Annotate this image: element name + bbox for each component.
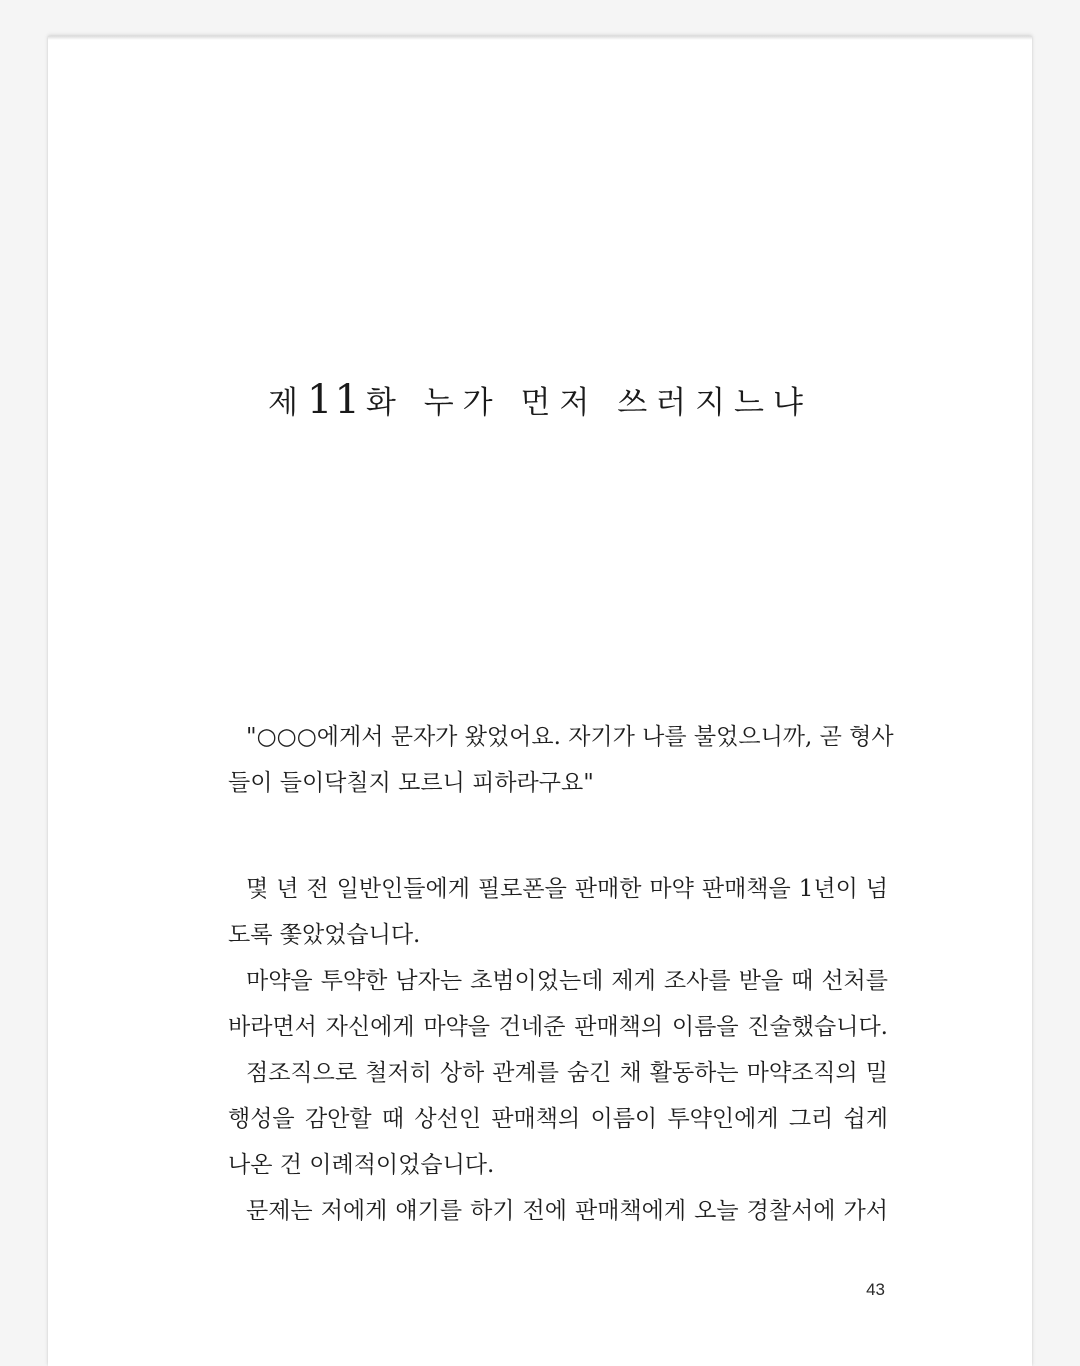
book-page (48, 36, 1032, 1366)
paragraph (228, 1188, 888, 1234)
text-line: 문제는 저에게 얘기를 하기 전에 판매책에게 오늘 경찰서에 가서 (246, 1198, 888, 1224)
paragraph (228, 714, 894, 806)
chapter-heading-text: 화 누가 먼저 쓰러지느냐 (365, 385, 812, 421)
text-line: "○○○에게서 문자가 왔었어요. 자기가 나를 불었으니까, 곧 형사 (246, 724, 894, 750)
paragraph (228, 1050, 888, 1188)
chapter-title (48, 376, 1032, 427)
body-text (228, 714, 894, 1234)
text-line: 몇 년 전 일반인들에게 필로폰을 판매한 마약 판매책을 1년이 넘 (246, 876, 888, 902)
paragraph-gap (228, 806, 888, 866)
text-line: 들이 들이닥칠지 모르니 피하라구요" (228, 770, 594, 796)
text-line: 바라면서 자신에게 마약을 건네준 판매책의 이름을 진술했습니다. (228, 1014, 888, 1040)
page-number: 43 (866, 1280, 885, 1299)
chapter-prefix: 제 (268, 385, 307, 421)
paragraph (228, 866, 888, 958)
text-line: 마약을 투약한 남자는 초범이었는데 제게 조사를 받을 때 선처를 (246, 968, 888, 994)
chapter-number: 11 (307, 377, 362, 423)
page-edge-shadow (48, 36, 1032, 40)
paragraph (228, 958, 888, 1050)
text-line: 도록 쫓았었습니다. (228, 922, 421, 948)
text-line: 나온 건 이례적이었습니다. (228, 1152, 495, 1178)
text-line: 행성을 감안할 때 상선인 판매책의 이름이 투약인에게 그리 쉽게 (228, 1106, 888, 1132)
text-line: 점조직으로 철저히 상하 관계를 숨긴 채 활동하는 마약조직의 밀 (246, 1060, 888, 1086)
